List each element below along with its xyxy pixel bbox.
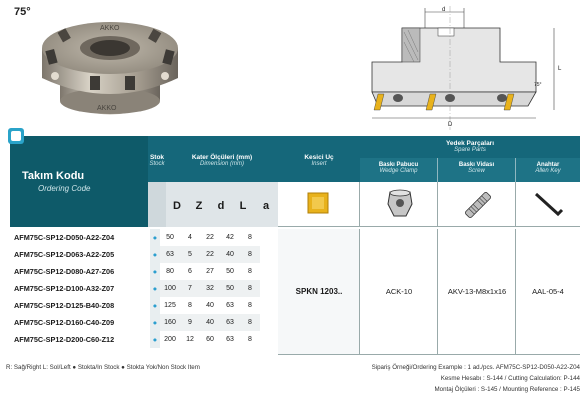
table-row — [10, 297, 260, 314]
ordering-code-cell: AFM75C-SP12-D125-B40-Z08 — [14, 301, 115, 310]
stock-dot-icon: ● — [150, 263, 160, 280]
legend-text: R: Sağ/Right L: Sol/Left ● Stokta/In Stock ● Stokta Yok/Non Stock Item — [6, 364, 200, 371]
wedge-subtitle: Wedge Clamp — [379, 168, 418, 174]
dim-Z-cell: 9 — [180, 314, 200, 331]
screw-value: AKV-13-M8x1x16 — [447, 287, 507, 296]
dim-letter-D: D — [173, 200, 181, 212]
dim-L-cell: 42 — [226, 234, 234, 241]
dim-a-cell: 8 — [240, 280, 260, 297]
dim-a-cell: 8 — [240, 314, 260, 331]
dim-a-cell: 8 — [248, 234, 252, 241]
stock-dot-icon: ● — [150, 314, 160, 331]
ordering-code-title: Takım Kodu — [22, 170, 85, 182]
wedge-image-cell — [360, 182, 438, 227]
insert-title: Kesici Uç — [304, 154, 334, 161]
dim-letter-Z: Z — [195, 200, 203, 212]
stock-dot-icon: ● — [150, 331, 160, 348]
dimensions-title: Kater Ölçüleri (mm) — [191, 154, 253, 161]
dim-a-cell: 8 — [248, 336, 252, 343]
mounting-reference: Montaj Ölçüleri : S-145 / Mounting Reference : P-145 — [434, 386, 580, 393]
dim-D-cell: 125 — [164, 302, 176, 309]
screw-image-cell — [438, 182, 516, 227]
cutting-calculation: Kesme Hesabı : S-144 / Cutting Calculation: P-144 — [440, 375, 580, 382]
ordering-code-header — [10, 136, 148, 227]
insert-value-cell — [278, 229, 360, 354]
ordering-code-cell: AFM75C-SP12-D160-C40-Z09 — [14, 318, 115, 327]
dim-Z-cell: 4 — [188, 234, 192, 241]
stock-dot-icon: ● — [150, 280, 160, 297]
key-title: Anahtar — [536, 162, 560, 168]
insert-icon — [305, 190, 331, 216]
dimensions-header — [166, 136, 278, 182]
ordering-code-cell: AFM75C-SP12-D063-A22-Z05 — [14, 250, 115, 259]
ordering-code-cell: AFM75C-SP12-D100-A32-Z07 — [14, 284, 115, 293]
spare-parts-subtitle: Spare Parts — [454, 147, 486, 153]
dim-L-cell: 63 — [226, 336, 234, 343]
insert-image-cell — [278, 182, 360, 227]
dim-D-cell: 200 — [164, 336, 176, 343]
dim-d-cell: 32 — [200, 280, 220, 297]
dim-a-cell: 8 — [248, 302, 252, 309]
dim-Z-cell: 8 — [188, 302, 192, 309]
insert-value: SPKN 1203.. — [295, 287, 343, 296]
table-row — [10, 280, 260, 297]
stock-title: Stok — [149, 154, 165, 161]
key-header — [516, 158, 580, 182]
wedge-value-cell — [360, 229, 438, 354]
dim-angle-label: 75° — [534, 82, 542, 88]
key-value: AAL-05-4 — [532, 287, 564, 296]
insert-subtitle: Insert — [311, 161, 327, 167]
ordering-code-cell: AFM75C-SP12-D080-A27-Z06 — [14, 267, 115, 276]
dim-D-cell: 50 — [166, 234, 174, 241]
dim-d-cell: 22 — [200, 246, 220, 263]
dim-Z-cell: 7 — [180, 280, 200, 297]
ordering-code-cell: AFM75C-SP12-D200-C60-Z12 — [14, 335, 115, 344]
dimension-letters-row — [148, 182, 278, 227]
dim-D-label: D — [448, 122, 453, 128]
dim-Z-cell: 12 — [186, 336, 194, 343]
wedge-header — [360, 158, 438, 182]
ordering-code-subtitle: Ordering Code — [38, 184, 91, 193]
table-row — [10, 314, 260, 331]
parts-values-area — [278, 229, 580, 355]
dim-L-cell: 63 — [226, 302, 234, 309]
dim-D-cell: 63 — [160, 246, 180, 263]
wedge-title: Baskı Pabucu — [378, 162, 419, 168]
angle-label: 75° — [14, 6, 31, 18]
dim-Z-cell: 6 — [188, 268, 192, 275]
dim-D-cell: 160 — [160, 314, 180, 331]
dim-a-cell: 8 — [248, 268, 252, 275]
stock-dot-icon: ● — [150, 297, 160, 314]
dim-d-cell: 27 — [206, 268, 214, 275]
product-photo — [30, 6, 190, 124]
dim-d-cell: 22 — [206, 234, 214, 241]
dim-L-cell: 50 — [220, 280, 240, 297]
dim-Z-cell: 5 — [180, 246, 200, 263]
ordering-code-cell: AFM75C-SP12-D050-A22-Z04 — [14, 233, 115, 242]
photo-engraving-bottom: AKKO — [97, 105, 117, 112]
spare-parts-header — [360, 136, 580, 158]
dim-letter-L: L — [239, 200, 247, 212]
dimensions-subtitle: Dimension (mm) — [199, 161, 244, 167]
stock-subtitle: Stock — [149, 161, 165, 167]
key-value-cell — [516, 229, 580, 354]
dim-letter-a: a — [262, 200, 270, 212]
key-subtitle: Allen Key — [535, 168, 561, 174]
screw-value-cell — [438, 229, 516, 354]
screw-header — [438, 158, 516, 182]
table-row — [10, 246, 260, 263]
dim-letter-d: d — [217, 200, 225, 212]
dim-D-cell: 80 — [166, 268, 174, 275]
spare-parts-title: Yedek Parçaları — [445, 140, 495, 147]
table-row — [10, 263, 260, 280]
table-row — [10, 331, 260, 348]
technical-drawing — [358, 6, 580, 130]
photo-engraving-top: AKKO — [100, 25, 120, 32]
insert-header — [278, 136, 360, 182]
table-row — [10, 229, 260, 246]
dim-D-cell: 100 — [160, 280, 180, 297]
screw-subtitle: Screw — [468, 168, 485, 174]
product-table — [10, 229, 260, 348]
stock-dot-icon: ● — [150, 229, 160, 246]
stock-header — [148, 136, 166, 182]
screw-title: Baskı Vidası — [458, 162, 495, 168]
allen-key-icon — [532, 190, 566, 220]
dim-d-cell: 60 — [206, 336, 214, 343]
stock-letter-cell — [148, 182, 166, 227]
key-image-cell — [516, 182, 580, 227]
corner-tab-inner — [11, 131, 21, 141]
dim-d-cell: 40 — [200, 314, 220, 331]
dim-a-cell: 8 — [240, 246, 260, 263]
stock-dot-icon: ● — [150, 246, 160, 263]
wedge-value: ACK-10 — [385, 287, 413, 296]
parts-image-row — [278, 182, 580, 227]
wedge-clamp-icon — [384, 186, 416, 222]
dim-L-cell: 40 — [220, 246, 240, 263]
dim-d-cell: 40 — [206, 302, 214, 309]
ordering-example: Sipariş Örneği/Ordering Example : 1 ad./pcs. AFM75C-SP12-D050-A22-Z04 — [371, 364, 580, 371]
screw-icon — [464, 188, 492, 222]
dim-d-label: d — [442, 7, 446, 13]
dim-L-cell: 63 — [220, 314, 240, 331]
dim-L-cell: 50 — [226, 268, 234, 275]
dim-L-label: L — [558, 66, 562, 72]
